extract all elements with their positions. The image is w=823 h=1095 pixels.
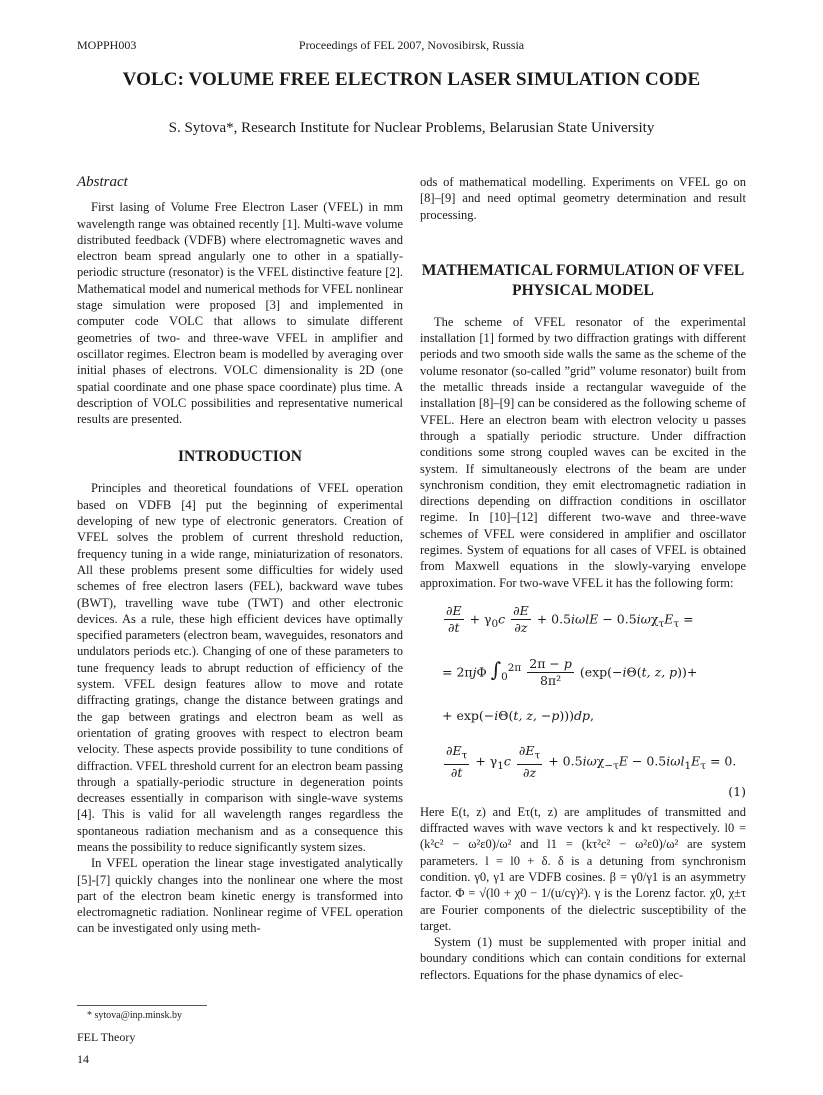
equation-line-1: $\frac{\partial E}{\partial t}$ + $\gamma_0c$ $\frac{\partial E}{\partial z}$ + $0.5i\omega lE - 0.5i\omega\chi_\tau E_\tau$ = [446,602,694,636]
footnote-rule [77,1005,207,1006]
equation-line-4: $\frac{\partial E_\tau}{\partial t}$ + $\gamma_1c$ $\frac{\partial E_\tau}{\partial z}$ + $0.5i\omega\chi_{-\tau}E - 0.5i\omega l_1E_\tau = 0$. [446,743,737,781]
equation-line-2: = 2πjΦ $\int_0^{2\pi}$ $\frac{2\pi - p}{\text{8π²}}$ (exp(−iΘ(t, z, p))+ [442,655,698,688]
introduction-paragraph-1: Principles and theoretical foundations of VFEL operation based on VDFB [4] put the beginning of experimental developing of new type of electronic generators. Creation of VFEL solves the problem of current threshold reduction, frequency tuning in a wide range, miniaturization of resonators. All these problems present some difficulties for widely used schemes of free electron lasers (FEL), backward wave tubes (BWT), travelling wave tube (TWT) and other electronic devices. As a rule, these high efficient devices have optimally specified parameters (electron beam, waveguides, resonators and undulators periods etc.). Changing of one of these parameters to tune frequency leads to abrupt reduction of efficiency of the system. VFEL design features allow to move and rotate diffracting gratings, change the distance between gratings and the gap between gratings and electron beam as well as orientation of grating grooves with respect to electron beam velocity. These aspects provide possibility to tune conditions of diffraction. VFEL threshold current for an electron beam passing through a spatially-periodic structure in degeneration points decreases essentially in comparison with single-wave systems [4]. This is valid for all wavelength ranges regardless the spontaneous radiation mechanism and as a consequence this means the possibility to reduce significantly system sizes. [77,481,403,854]
paper-title: VOLC: VOLUME FREE ELECTRON LASER SIMULATION CODE [122,69,701,90]
author-line: S. Sytova*, Research Institute for Nuclear Problems, Belarusian State University [168,120,655,136]
right-column [420,174,746,983]
introduction-heading: INTRODUCTION [177,448,302,466]
running-header-proceedings: Proceedings of FEL 2007, Novosibirsk, Russia [298,38,525,52]
math-paragraph-1: The scheme of VFEL resonator of the experimental installation [1] formed by two diffraction gratings with different periods and two smooth side walls the same as the scheme of the volume resonator (so-called ”grid” volume resonator) built from the metallic threads inside a rectangular waveguide of the installation [8]–[9] can be considered as the following scheme of VFEL. Here an electron beam with electron velocity u passes through a spatially periodic structure. Under diffraction conditions some strong coupled waves can be excited in the system. If simultaneously electrons of the beam are under synchronism condition, they emit electromagnetic radiation in directions depending on diffraction conditions in oscillator regime. In [10]–[12] different two-wave and three-wave schemes of VFEL were considered in amplifier and oscillator regimes. System of equations for all cases of VFEL is obtained from Maxwell equations in the slowly-varying envelope approximation. For two-wave VFEL it has the following form: [420,314,746,590]
left-column [77,174,403,937]
math-paragraph-3: System (1) must be supplemented with proper initial and boundary conditions which can contain conditions for external reflectors. Equations for the phase dynamics of elec- [420,935,746,982]
abstract-heading: Abstract [77,174,128,190]
running-header-code: MOPPH003 [77,38,137,52]
footnote-email: * sytova@inp.minsk.by [87,1010,183,1021]
abstract-text: First lasing of Volume Free Electron Laser (VFEL) in mm wavelength range was obtained recently [1]. Multi-wave volume distributed feedback (VDFB) where electromagnetic waves and electron beam spread angularly one to other in a spatially-periodic structure (resonator) is the VFEL distinctive feature [2]. Mathematical model and numerical methods for VFEL nonlinear stage simulation were proposed [3] and implemented in computer code VOLC that allows to simulate different geometries of two- and three-wave VFEL in amplifier and oscillator regimes. Electron beam is modelled by averaging over initial phases of electrons. VOLC dimensionality is 2D (one spatial coordinate and one phase space coordinate) plus time. A description of VOLC possibilities and representative numerical results are presented. [77,200,403,427]
page-number: 14 [77,1052,89,1066]
equation-line-3: + exp(−iΘ(t, z, −p)))dp, [442,708,594,724]
introduction-paragraph-2: In VFEL operation the linear stage investigated analytically [5]-[7] quickly changes into the nonlinear one where the most part of the electron beam kinetic energy is transformed into electromagnetic radiation. Nonlinear regime of VFEL operation can be investigated only using meth- [77,856,403,936]
footer-section-label: FEL Theory [77,1030,136,1044]
equation-number: (1) [728,783,746,799]
equation-system [420,603,746,800]
math-formulation-heading: MATHEMATICAL FORMULATION OF VFEL PHYSICAL MODEL [421,261,745,299]
continued-paragraph: ods of mathematical modelling. Experiments on VFEL go on [8]–[9] and need optimal geometry determination and result processing. [420,175,746,222]
math-paragraph-2: Here E(t, z) and Eτ(t, z) are amplitudes of transmitted and diffracted waves with wave vectors k and kτ respectively. l0 = (k²c² − ω²ε0)/ω² and l1 = (kτ²c² − ω²ε0)/ω² are system parameters. l = l0 + δ. δ is a detuning from synchronism condition. γ0, γ1 are VDFB cosines. β = γ0/γ1 is an asymmetry factor. Φ = √(l0 + χ0 − 1/(u/cγ)²). γ is the Lorenz factor. χ0, χ±τ are Fourier components of the dielectric susceptibility of the target. [420,804,746,933]
